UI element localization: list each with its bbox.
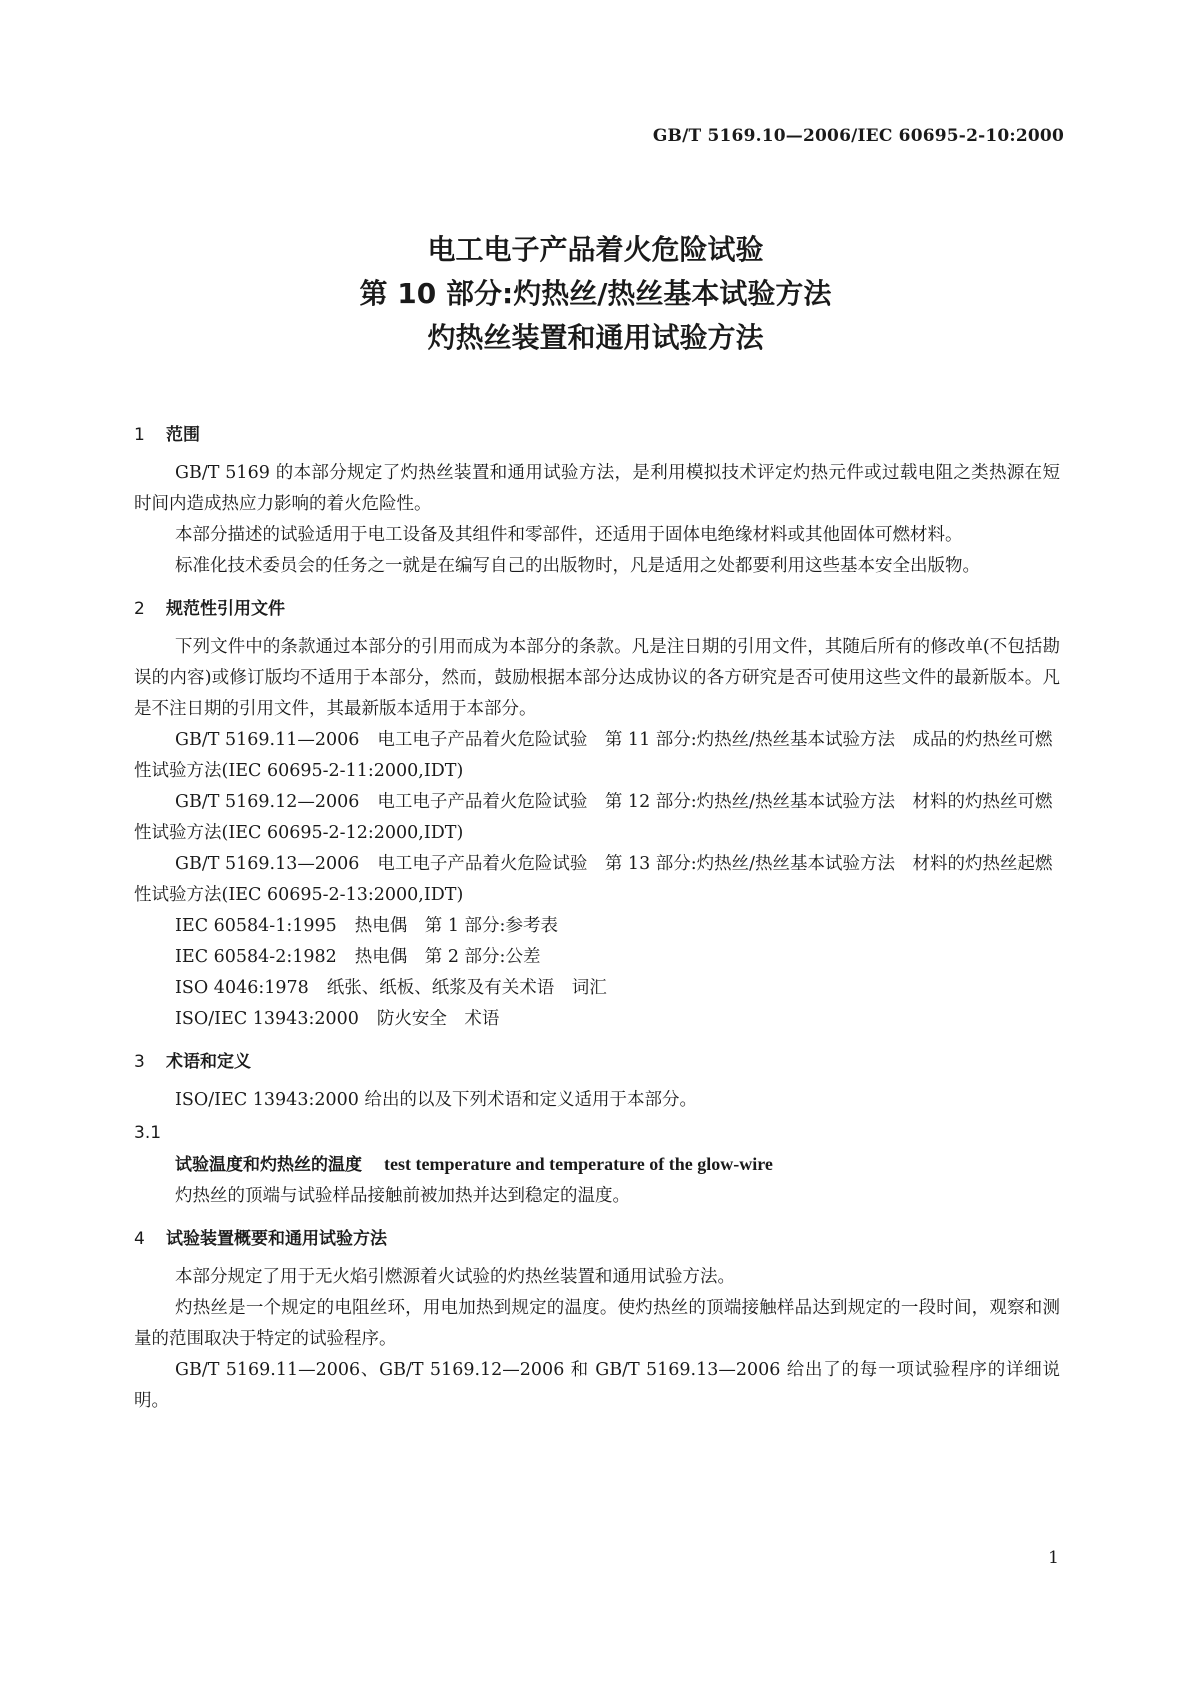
section-number: 3 — [134, 1052, 145, 1072]
title-line-2: 第 10 部分:灼热丝/热丝基本试验方法 — [359, 277, 832, 310]
paragraph: GB/T 5169.11—2006、GB/T 5169.12—2006 和 GB/T 5169.13—2006 给出了的每一项试验程序的详细说明。 — [134, 1360, 1060, 1411]
reference-item — [134, 1004, 1060, 1035]
term-definition: 灼热丝的顶端与试验样品接触前被加热并达到稳定的温度。 — [175, 1186, 630, 1206]
paragraph: 本部分规定了用于无火焰引燃源着火试验的灼热丝装置和通用试验方法。 — [175, 1267, 735, 1287]
reference-title: 电工电子产品着火危险试验 第 12 部分:灼热丝/热丝基本试验方法 材料的灼热丝可燃性试验方法(IEC 60695-2-12:2000,IDT) — [134, 792, 1053, 843]
reference-code: GB/T 5169.13—2006 — [175, 854, 360, 874]
term-number: 3.1 — [134, 1123, 162, 1143]
section-3-heading — [134, 1047, 1060, 1078]
reference-item — [134, 973, 1060, 1004]
document-body — [134, 412, 1060, 1417]
title-line-1: 电工电子产品着火危险试验 — [427, 233, 764, 266]
page-number: 1 — [1048, 1548, 1059, 1568]
paragraph: ISO/IEC 13943:2000 给出的以及下列术语和定义适用于本部分。 — [175, 1090, 697, 1110]
reference-item — [134, 849, 1060, 911]
reference-title: 电工电子产品着火危险试验 第 11 部分:灼热丝/热丝基本试验方法 成品的灼热丝可燃性试验方法(IEC 60695-2-11:2000,IDT) — [134, 730, 1053, 781]
paragraph: GB/T 5169 的本部分规定了灼热丝装置和通用试验方法，是利用模拟技术评定灼热元件或过载电阻之类热源在短时间内造成热应力影响的着火危险性。 — [134, 463, 1060, 514]
reference-code: IEC 60584-2:1982 — [175, 947, 337, 967]
reference-title: 电工电子产品着火危险试验 第 13 部分:灼热丝/热丝基本试验方法 材料的灼热丝起燃性试验方法(IEC 60695-2-13:2000,IDT) — [134, 854, 1053, 905]
reference-item — [134, 787, 1060, 849]
section-number: 1 — [134, 425, 145, 445]
reference-item — [134, 725, 1060, 787]
standard-code: GB/T 5169.10—2006/IEC 60695-2-10:2000 — [652, 126, 1064, 146]
section-title: 范围 — [166, 425, 200, 445]
reference-title: 热电偶 第 1 部分:参考表 — [354, 916, 558, 936]
paragraph: 本部分描述的试验适用于电工设备及其组件和零部件，还适用于固体电绝缘材料或其他固体可燃材料。 — [175, 525, 963, 545]
paragraph: 灼热丝是一个规定的电阻丝环，用电加热到规定的温度。使灼热丝的顶端接触样品达到规定的一段时间，观察和测量的范围取决于特定的试验程序。 — [134, 1298, 1060, 1349]
title-line-3: 灼热丝装置和通用试验方法 — [427, 321, 764, 354]
reference-title: 防火安全 术语 — [376, 1009, 500, 1029]
term-entry — [134, 1149, 1060, 1181]
reference-title: 纸张、纸板、纸浆及有关术语 词汇 — [326, 978, 607, 998]
reference-title: 热电偶 第 2 部分:公差 — [354, 947, 541, 967]
reference-item — [134, 911, 1060, 942]
section-title: 规范性引用文件 — [166, 599, 285, 619]
section-4-heading — [134, 1224, 1060, 1255]
section-title: 试验装置概要和通用试验方法 — [166, 1229, 387, 1249]
section-2-heading — [134, 594, 1060, 625]
reference-code: GB/T 5169.12—2006 — [175, 792, 360, 812]
term-english: test temperature and temperature of the glow-wire — [384, 1154, 773, 1174]
term-title: 试验温度和灼热丝的温度 — [175, 1155, 362, 1175]
reference-code: ISO/IEC 13943:2000 — [175, 1009, 359, 1029]
paragraph: 标准化技术委员会的任务之一就是在编写自己的出版物时，凡是适用之处都要利用这些基本安全出版物。 — [175, 556, 980, 576]
document-title — [0, 228, 1191, 360]
reference-code: IEC 60584-1:1995 — [175, 916, 337, 936]
section-1-heading — [134, 420, 1060, 451]
reference-code: ISO 4046:1978 — [175, 978, 309, 998]
reference-code: GB/T 5169.11—2006 — [175, 730, 360, 750]
reference-item — [134, 942, 1060, 973]
paragraph: 下列文件中的条款通过本部分的引用而成为本部分的条款。凡是注日期的引用文件，其随后所有的修改单(不包括勘误的内容)或修订版均不适用于本部分，然而，鼓励根据本部分达成协议的各方研究是否可使用这些文件的最新版本。凡是不注日期的引用文件，其最新版本适用于本部分。 — [134, 637, 1060, 719]
section-title: 术语和定义 — [166, 1052, 251, 1072]
section-number: 2 — [134, 599, 145, 619]
section-number: 4 — [134, 1229, 145, 1249]
